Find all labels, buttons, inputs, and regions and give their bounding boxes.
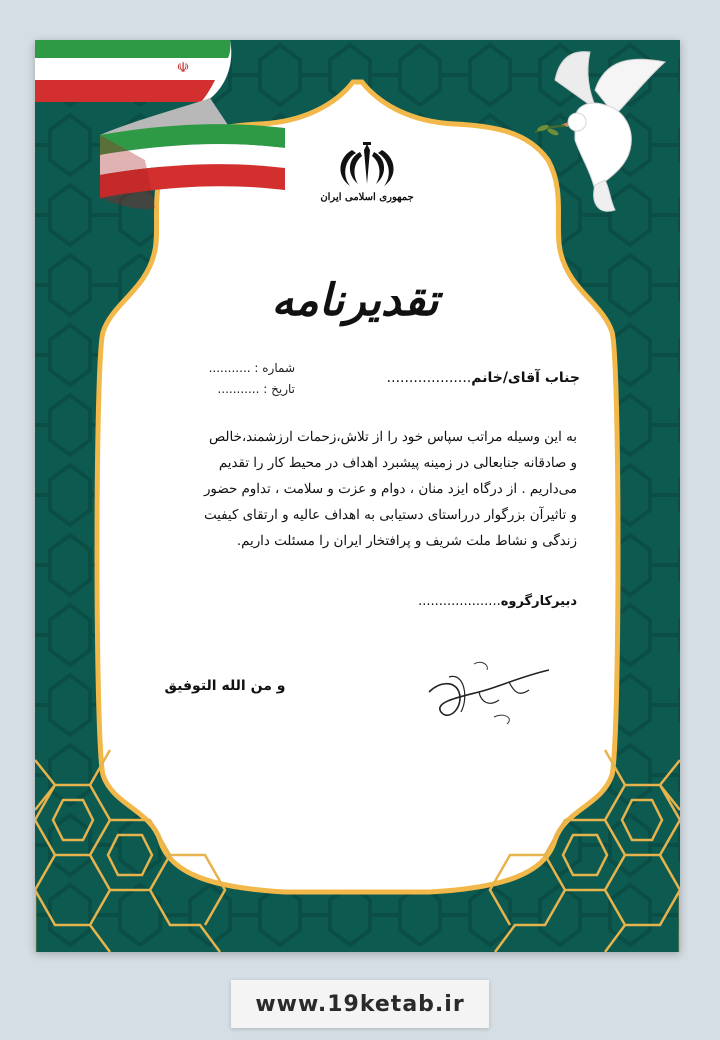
date-label: تاریخ : bbox=[263, 382, 295, 396]
meta-block bbox=[155, 358, 295, 400]
page-title: تقدیرنامه bbox=[271, 275, 439, 326]
emblem-block bbox=[312, 140, 422, 203]
emblem-caption: جمهوری اسلامی ایران bbox=[320, 192, 414, 203]
date-value: ........... bbox=[217, 382, 260, 396]
number-label: شماره : bbox=[254, 361, 295, 375]
secretary-value: .................... bbox=[418, 594, 501, 609]
body-line: زندگی و نشاط ملت شریف و پرافتخار ایران را مسئلت داریم. bbox=[236, 534, 577, 549]
secretary-line bbox=[317, 594, 577, 609]
watermark: www.19ketab.ir bbox=[231, 980, 489, 1028]
svg-text:☫: ☫ bbox=[176, 60, 190, 76]
iran-emblem-icon bbox=[332, 140, 402, 190]
recipient-line bbox=[280, 370, 580, 386]
body-line: و تاثیرآن بزرگوار درراستای دستیابی به اهداف عالیه و ارتقای کیفیت bbox=[203, 508, 577, 523]
certificate-card bbox=[35, 40, 680, 952]
closing-phrase: و من الله التوفیق bbox=[164, 678, 286, 694]
recipient-label: جناب آقای/خانم bbox=[471, 370, 580, 386]
secretary-label: دبیرکارگروه bbox=[500, 594, 577, 609]
date-line bbox=[155, 379, 295, 400]
signature bbox=[419, 652, 559, 732]
recipient-value: ................... bbox=[386, 370, 472, 386]
body-text bbox=[153, 425, 577, 555]
body-line: می‌داریم . از درگاه ایزد منان ، دوام و عزت و سلامت ، تداوم حضور bbox=[203, 482, 577, 497]
number-line bbox=[155, 358, 295, 379]
body-line: و صادقانه جنابعالی در زمینه پیشبرد اهداف در محیط کار را تقدیم bbox=[218, 456, 577, 471]
body-line: به این وسیله مراتب سپاس خود را از تلاش،زحمات ارزشمند،خالص bbox=[209, 430, 577, 445]
number-value: ........... bbox=[208, 361, 251, 375]
